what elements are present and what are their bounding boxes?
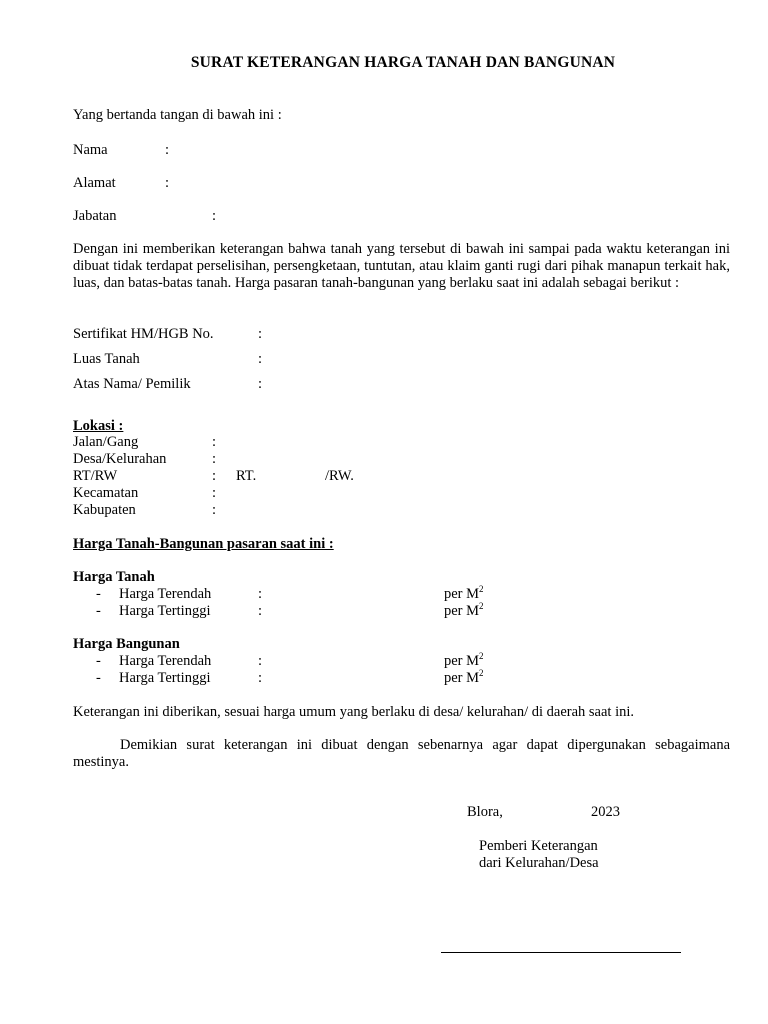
land-lowest-unit: per $M^2$ bbox=[444, 584, 484, 602]
field-label-kecamatan: Kecamatan bbox=[73, 485, 139, 501]
signature-role-line2: dari Kelurahan/Desa bbox=[479, 855, 599, 871]
field-label-pemilik: Atas Nama/ Pemilik bbox=[73, 376, 191, 392]
field-colon-rtrw: : bbox=[212, 468, 217, 484]
field-label-desa: Desa/Kelurahan bbox=[73, 451, 167, 467]
signature-year: 2023 bbox=[591, 804, 620, 820]
field-colon-desa: : bbox=[212, 451, 217, 467]
field-label-nama: Nama bbox=[73, 142, 108, 158]
signature-role-line1: Pemberi Keterangan bbox=[479, 838, 598, 854]
statement-paragraph: Dengan ini memberikan keterangan bahwa tanah yang tersebut di bawah ini sampai pada waktu keterangan ini dibuat tidak terdapat perselisihan, persengketaan, tuntutan, atau klaim ganti rugi dari pihak manapun terkait hak, luas, dan batas-batas tanah. Harga pasaran tanah-bangunan yang berlaku saat ini adalah sebagai berikut : bbox=[73, 241, 730, 291]
list-dash: - bbox=[96, 670, 101, 686]
building-lowest-unit: per $M^2$ bbox=[444, 651, 484, 669]
list-dash: - bbox=[96, 653, 101, 669]
field-label-sertifikat: Sertifikat HM/HGB No. bbox=[73, 326, 214, 342]
field-label-alamat: Alamat bbox=[73, 175, 116, 191]
building-highest-unit: per $M^2$ bbox=[444, 668, 484, 686]
rt-label: RT. bbox=[236, 468, 257, 484]
note-text: Keterangan ini diberikan, sesuai harga umum yang berlaku di desa/ kelurahan/ di daerah saat ini. bbox=[73, 704, 635, 720]
building-highest-label: Harga Tertinggi bbox=[119, 670, 211, 686]
intro-text: Yang bertanda tangan di bawah ini : bbox=[73, 107, 282, 123]
field-colon-kabupaten: : bbox=[212, 502, 217, 518]
field-label-luas-tanah: Luas Tanah bbox=[73, 351, 140, 367]
field-label-rtrw: RT/RW bbox=[73, 468, 118, 484]
list-dash: - bbox=[96, 586, 101, 602]
building-highest-colon: : bbox=[258, 670, 263, 686]
field-colon-luas-tanah: : bbox=[258, 351, 263, 367]
signature-line bbox=[441, 952, 681, 953]
field-colon-jabatan: : bbox=[212, 208, 217, 224]
field-colon-sertifikat: : bbox=[258, 326, 263, 342]
signature-city: Blora, bbox=[467, 804, 503, 820]
land-lowest-colon: : bbox=[258, 586, 263, 602]
land-highest-colon: : bbox=[258, 603, 263, 619]
building-lowest-colon: : bbox=[258, 653, 263, 669]
field-colon-kecamatan: : bbox=[212, 485, 217, 501]
field-colon-nama: : bbox=[165, 142, 170, 158]
rw-label: /RW. bbox=[325, 468, 354, 484]
closing-paragraph: Demikian surat keterangan ini dibuat dengan sebenarnya agar dapat dipergunakan sebagaimana mestinya. bbox=[73, 737, 730, 770]
land-price-heading: Harga Tanah bbox=[73, 569, 155, 585]
building-price-heading: Harga Bangunan bbox=[73, 636, 180, 652]
building-lowest-label: Harga Terendah bbox=[119, 653, 212, 669]
document-title: SURAT KETERANGAN HARGA TANAH DAN BANGUNAN bbox=[190, 54, 616, 71]
price-heading: Harga Tanah-Bangunan pasaran saat ini : bbox=[73, 536, 334, 552]
field-colon-pemilik: : bbox=[258, 376, 263, 392]
field-label-jabatan: Jabatan bbox=[73, 208, 117, 224]
list-dash: - bbox=[96, 603, 101, 619]
field-label-jalan: Jalan/Gang bbox=[73, 434, 139, 450]
land-highest-label: Harga Tertinggi bbox=[119, 603, 211, 619]
field-colon-alamat: : bbox=[165, 175, 170, 191]
field-label-kabupaten: Kabupaten bbox=[73, 502, 136, 518]
field-colon-jalan: : bbox=[212, 434, 217, 450]
land-highest-unit: per $M^2$ bbox=[444, 601, 484, 619]
location-heading: Lokasi : bbox=[73, 418, 124, 434]
land-lowest-label: Harga Terendah bbox=[119, 586, 212, 602]
